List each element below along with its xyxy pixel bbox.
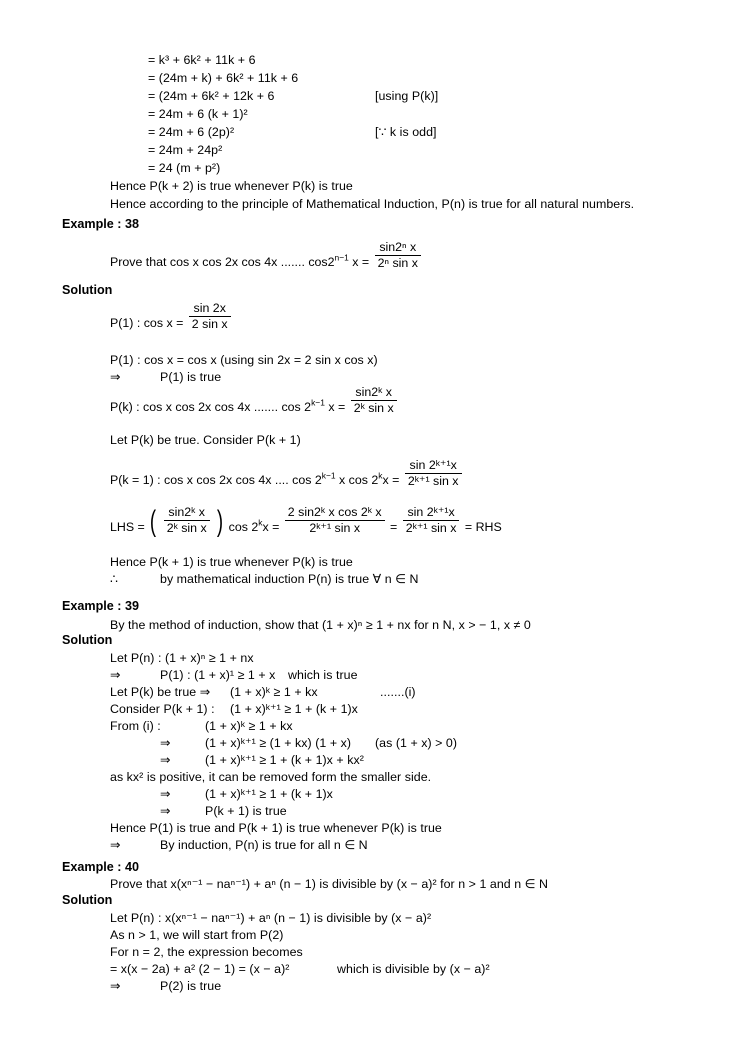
pk1-exponent-2: k bbox=[378, 470, 383, 481]
example-38-p1-true: P(1) is true bbox=[160, 370, 222, 384]
proof-step: = (24m + 6k² + 12k + 6 bbox=[148, 89, 275, 103]
example-40-solution-label: Solution bbox=[62, 893, 113, 907]
lhs-cos: cos 2 bbox=[228, 519, 259, 534]
solution-line-left: ⇒ bbox=[110, 668, 121, 682]
statement-text-mid: x = bbox=[348, 254, 370, 269]
solution-line-right: (as (1 + x) > 0) bbox=[375, 736, 458, 750]
example-38-pk bbox=[110, 385, 399, 423]
fraction-denominator: 2ᵏ⁺¹ sin x bbox=[405, 521, 457, 536]
example-40-statement: Prove that x(xⁿ⁻¹ − naⁿ⁻¹) + aⁿ (n − 1) is divisible by (x − a)² for n > 1 and n ∈ N bbox=[110, 877, 548, 891]
lhs-cos-exponent: k bbox=[258, 517, 263, 528]
proof-step: = 24 (m + p²) bbox=[148, 161, 221, 175]
rhs-label: = RHS bbox=[464, 519, 502, 534]
fraction-denominator: 2ᵏ sin x bbox=[353, 401, 394, 416]
pk1-exponent-1: k−1 bbox=[321, 470, 336, 481]
proof-step: = 24m + 6 (2p)² bbox=[148, 125, 235, 139]
solution-line-mid: (1 + x)ᵏ ≥ 1 + kx bbox=[205, 719, 293, 733]
fraction-denominator: 2ᵏ⁺¹ sin x bbox=[407, 474, 459, 489]
lhs-cos-after: x = bbox=[262, 519, 280, 534]
solution-line-left: ⇒ bbox=[110, 979, 121, 993]
right-paren: ) bbox=[217, 505, 224, 539]
solution-line-left: From (i) : bbox=[110, 719, 161, 733]
fraction-denominator: 2ⁿ sin x bbox=[377, 256, 418, 271]
example-38-heading: Example : 38 bbox=[62, 217, 140, 231]
solution-line-right: .......(i) bbox=[380, 685, 416, 699]
proof-step: = k³ + 6k² + 11k + 6 bbox=[148, 53, 256, 67]
example-39-heading: Example : 39 bbox=[62, 599, 140, 613]
lhs-label: LHS = bbox=[110, 519, 145, 534]
solution-line-mid: (1 + x)ᵏ⁺¹ ≥ 1 + (k + 1)x bbox=[230, 702, 358, 716]
example-38-hence: Hence P(k + 1) is true whenever P(k) is true bbox=[110, 555, 353, 569]
solution-line-left: ⇒ bbox=[160, 804, 171, 818]
solution-line-right: which is divisible by (x − a)² bbox=[337, 962, 490, 976]
solution-line-left: ⇒ bbox=[160, 736, 171, 750]
statement-exponent: n−1 bbox=[334, 252, 349, 263]
statement-text: Prove that cos x cos 2x cos 4x ....... cos2 bbox=[110, 254, 335, 269]
pk-exponent: k−1 bbox=[311, 397, 325, 408]
solution-line-mid: (1 + x)ᵏ⁺¹ ≥ 1 + (k + 1)x bbox=[205, 787, 333, 801]
solution-line-left: as kx² is positive, it can be removed form the smaller side. bbox=[110, 770, 432, 784]
solution-line-left: Consider P(k + 1) : bbox=[110, 702, 215, 716]
fraction-denominator: 2ᵏ⁺¹ sin x bbox=[309, 521, 361, 536]
pk-mid: x = bbox=[324, 399, 346, 414]
solution-line-left: = x(x − 2a) + a² (2 − 1) = (x − a)² bbox=[110, 962, 290, 976]
solution-line-left: Let P(n) : x(xⁿ⁻¹ − naⁿ⁻¹) + aⁿ (n − 1) is divisible by (x − a)² bbox=[110, 911, 432, 925]
solution-line-mid: (1 + x)ᵏ ≥ 1 + kx bbox=[230, 685, 318, 699]
fraction-numerator: sin2ᵏ x bbox=[164, 505, 210, 521]
pk1-after: x = bbox=[382, 472, 400, 487]
solution-line-mid: By induction, P(n) is true for all n ∈ N bbox=[160, 838, 368, 852]
therefore-symbol: ∴ bbox=[110, 572, 118, 586]
example-38-therefore-text: by mathematical induction P(n) is true ∀ n ∈ N bbox=[160, 572, 419, 586]
example-38-solution-label: Solution bbox=[62, 283, 113, 297]
fraction-numerator: sin2ᵏ x bbox=[351, 385, 397, 401]
example-39-statement: By the method of induction, show that (1 + x)ⁿ ≥ 1 + nx for n N, x > − 1, x ≠ 0 bbox=[110, 618, 531, 632]
solution-line-left: ⇒ bbox=[160, 787, 171, 801]
proof-closing-line: Hence P(k + 2) is true whenever P(k) is true bbox=[110, 179, 353, 193]
arrow-symbol: ⇒ bbox=[110, 370, 121, 384]
fraction-denominator: 2ᵏ sin x bbox=[166, 521, 207, 536]
example-38-statement bbox=[110, 240, 423, 278]
solution-line-left: ⇒ bbox=[160, 753, 171, 767]
fraction-numerator: sin 2ᵏ⁺¹x bbox=[405, 458, 462, 474]
proof-annotation: [∵ k is odd] bbox=[375, 125, 437, 139]
solution-line-right: which is true bbox=[288, 668, 358, 682]
fraction-numerator: sin 2x bbox=[189, 301, 231, 317]
proof-step: = 24m + 24p² bbox=[148, 143, 223, 157]
fraction bbox=[351, 385, 397, 416]
solution-line-left: Let P(n) : (1 + x)ⁿ ≥ 1 + nx bbox=[110, 651, 254, 665]
fraction bbox=[164, 505, 210, 536]
example-40-heading: Example : 40 bbox=[62, 860, 140, 874]
pk-prefix: P(k) : cos x cos 2x cos 4x ....... cos 2 bbox=[110, 399, 312, 414]
fraction-numerator: 2 sin2ᵏ x cos 2ᵏ x bbox=[285, 505, 385, 521]
example-39-solution-label: Solution bbox=[62, 633, 113, 647]
proof-step: = 24m + 6 (k + 1)² bbox=[148, 107, 248, 121]
fraction bbox=[403, 505, 460, 536]
example-38-lhs-derivation bbox=[110, 505, 502, 543]
solution-line-mid: P(2) is true bbox=[160, 979, 222, 993]
pk1-mid: x cos 2 bbox=[335, 472, 379, 487]
fraction-numerator: sin 2ᵏ⁺¹x bbox=[403, 505, 460, 521]
solution-line-mid: (1 + x)ᵏ⁺¹ ≥ (1 + kx) (1 + x) bbox=[205, 736, 352, 750]
pk1-prefix: P(k = 1) : cos x cos 2x cos 4x .... cos 2 bbox=[110, 472, 322, 487]
proof-step: = (24m + k) + 6k² + 11k + 6 bbox=[148, 71, 299, 85]
solution-line-left: For n = 2, the expression becomes bbox=[110, 945, 303, 959]
fraction-denominator: 2 sin x bbox=[191, 317, 228, 332]
example-38-let-pk: Let P(k) be true. Consider P(k + 1) bbox=[110, 433, 301, 447]
proof-annotation: [using P(k)] bbox=[375, 89, 439, 103]
solution-line-mid: P(1) : (1 + x)¹ ≥ 1 + x bbox=[160, 668, 276, 682]
equals-sign: = bbox=[390, 519, 398, 534]
proof-closing-line: Hence according to the principle of Mathematical Induction, P(n) is true for all natural numbers. bbox=[110, 197, 635, 211]
example-38-p1 bbox=[110, 301, 233, 339]
solution-line-left: Hence P(1) is true and P(k + 1) is true whenever P(k) is true bbox=[110, 821, 442, 835]
example-38-pk1 bbox=[110, 458, 464, 496]
fraction bbox=[405, 458, 462, 489]
fraction-numerator: sin2ⁿ x bbox=[375, 240, 421, 256]
example-38-p1-identity: P(1) : cos x = cos x (using sin 2x = 2 sin x cos x) bbox=[110, 353, 378, 367]
fraction bbox=[285, 505, 385, 536]
solution-line-mid: P(k + 1) is true bbox=[205, 804, 287, 818]
fraction bbox=[189, 301, 231, 332]
solution-line-left: As n > 1, we will start from P(2) bbox=[110, 928, 284, 942]
solution-line-left: ⇒ bbox=[110, 838, 121, 852]
p1-prefix: P(1) : cos x = bbox=[110, 315, 184, 330]
solution-line-left: Let P(k) be true ⇒ bbox=[110, 685, 211, 699]
left-paren: ( bbox=[150, 505, 157, 539]
fraction bbox=[375, 240, 421, 271]
solution-line-mid: (1 + x)ᵏ⁺¹ ≥ 1 + (k + 1)x + kx² bbox=[205, 753, 364, 767]
